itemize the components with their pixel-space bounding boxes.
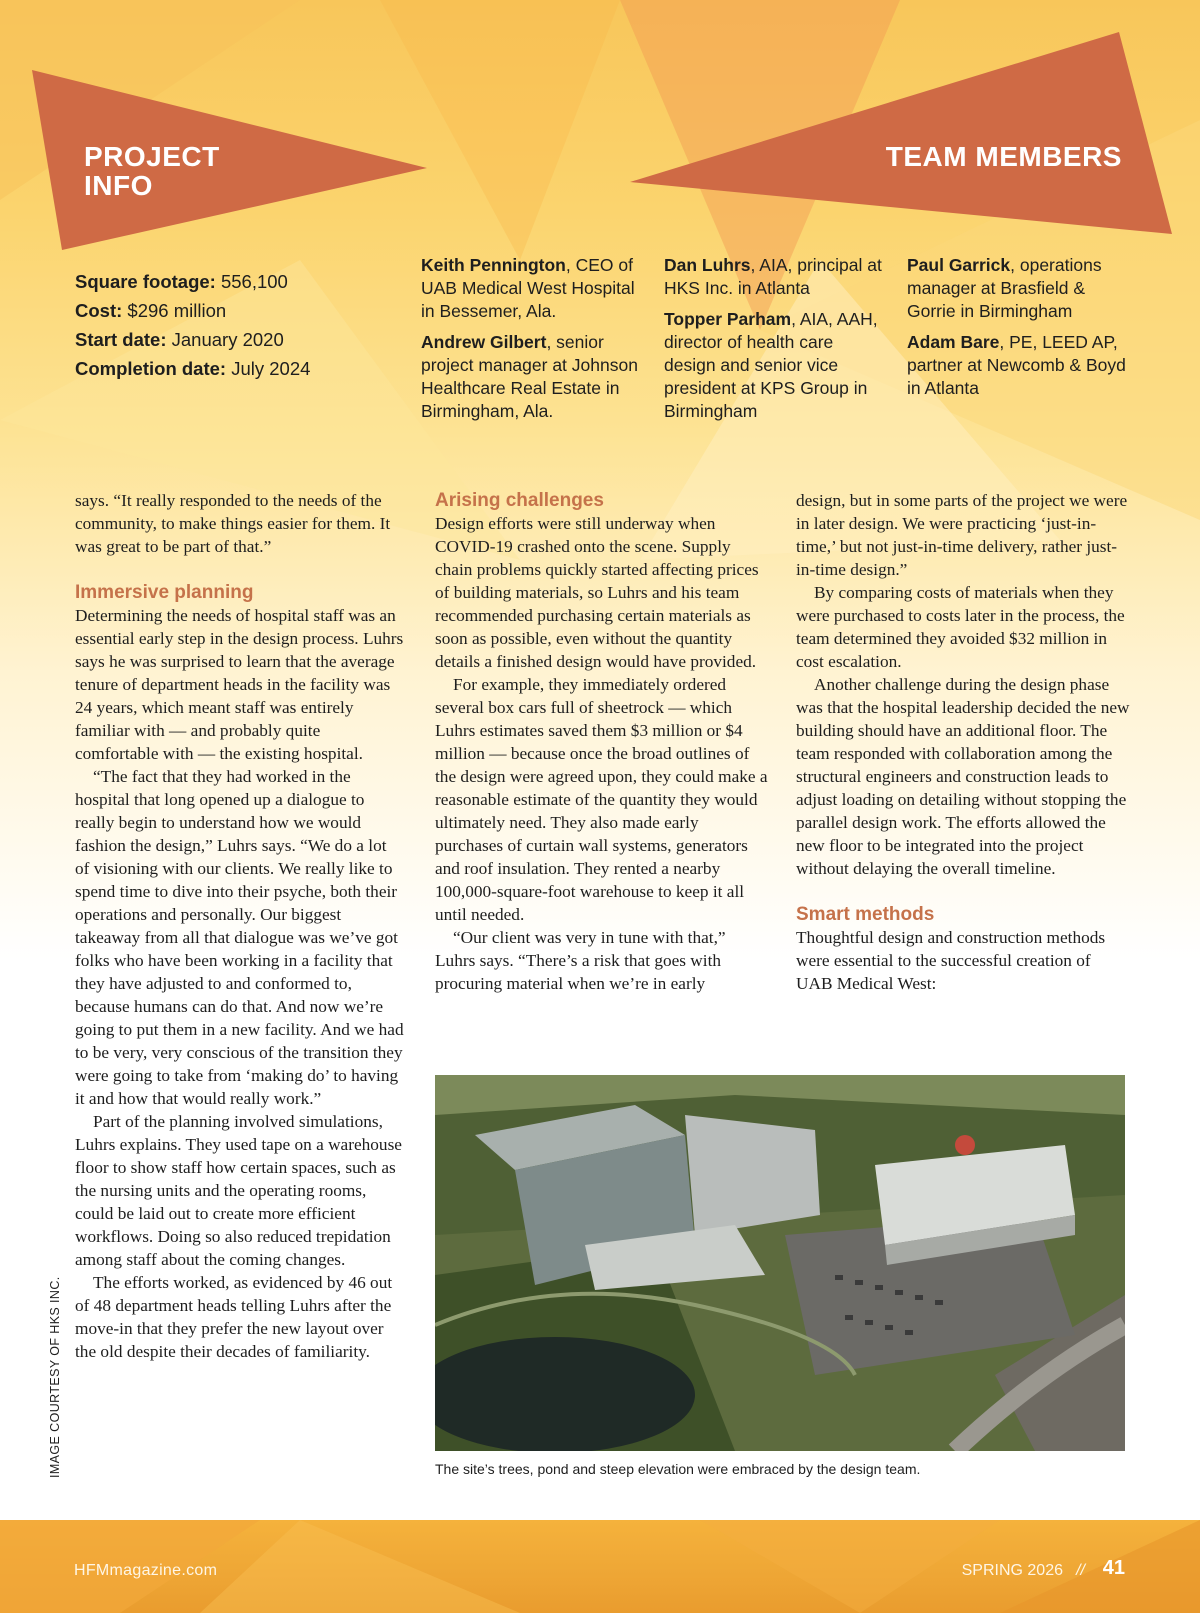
section-heading: Arising challenges: [435, 490, 604, 511]
project-info-title: PROJECT INFO: [84, 141, 220, 201]
paragraph: For example, they immediately ordered several box cars full of sheetrock — which Luhrs estimates saved them $3 million or $4 million — because once the broad outlines of the design were agreed upon, they could make a reasonable estimate of the quantity they would ultimately need. They also made early purchases of curtain wall systems, generators and roof insulation. They rented a nearby 100,000-square-foot warehouse to keep it all until needed.: [435, 675, 768, 924]
article-column-2: [435, 489, 770, 995]
team-column-1: [421, 254, 651, 431]
photo-caption: The site’s trees, pond and steep elevation were embraced by the design team.: [435, 1461, 921, 1477]
paragraph: Determining the needs of hospital staff was an essential early step in the design process. Luhrs says he was surprised to learn that the average tenure of department heads in the facility was 24 years, which meant staff was entirely familiar with — and probably quite comfortable with — the existing hospital.: [75, 606, 404, 763]
paragraph: Thoughtful design and construction methods were essential to the successful creation of UAB Medical West:: [796, 928, 1106, 993]
paragraph: The efforts worked, as evidenced by 46 out of 48 department heads telling Luhrs after the move-in that they prefer the new layout over the old despite their decades of familiarity.: [75, 1273, 393, 1361]
page-number: 41: [1102, 1557, 1125, 1579]
project-info-item: Start date: January 2020: [75, 329, 284, 350]
page-footer: [0, 1520, 1200, 1613]
project-info-list: [75, 267, 310, 383]
section-heading: Smart methods: [796, 904, 935, 925]
article-column-1: [75, 489, 405, 1363]
team-members-pennant: [630, 32, 1172, 234]
project-info-item: Completion date: July 2024: [75, 358, 311, 379]
aerial-hospital-photo: [435, 1075, 1125, 1451]
paragraph: says. “It really responded to the needs of the community, to make things easier for them. It was great to be part of that.”: [75, 491, 391, 556]
section-heading: Immersive planning: [75, 582, 254, 603]
paragraph: By comparing costs of materials when they were purchased to costs later in the process, the team determined they avoided $32 million in cost escalation.: [796, 583, 1125, 671]
team-member: Andrew Gilbert, senior project manager at Johnson Healthcare Real Estate in Birmingham, Ala.: [421, 332, 638, 421]
paragraph: Design efforts were still underway when COVID-19 crashed onto the scene. Supply chain problems quickly started affecting prices of building materials, so Luhrs and his team recommended purchasing certain materials as soon as possible, even without the quantity details a finished design would have provided.: [435, 514, 759, 671]
project-info-item: Cost: $296 million: [75, 300, 227, 321]
team-member: Topper Parham, AIA, AAH, director of health care design and senior vice president at KPS Group in Birmingham: [664, 309, 878, 421]
footer-issue: SPRING 2026: [961, 1562, 1063, 1579]
team-members-title: TEAM MEMBERS: [885, 141, 1122, 172]
paragraph: “The fact that they had worked in the hospital that long opened up a dialogue to really begin to understand how we would fashion the design,” Luhrs says. “We do a lot of visioning with our clients. We really like to spend time to dive into their psyche, both their operations and personally. Our biggest takeaway from all that dialogue was we’ve got folks who have been working in a facility that they have adjusted to and conformed to, because humans can do that. And now we’re going to put them in a new facility. And we had to be very, very conscious of the transition they were going to take from ‘making do’ to having it and how that would really work.”: [75, 767, 404, 1108]
team-member: Paul Garrick, operations manager at Brasfield & Gorrie in Birmingham: [907, 255, 1102, 321]
footer-site-link[interactable]: HFMmagazine.com: [74, 1562, 218, 1579]
paragraph: Another challenge during the design phase was that the hospital leadership decided the new building should have an additional floor. The team responded with collaboration among the structural engineers and construction leads to adjust loading on detailing without stopping the parallel design work. The efforts allowed the new floor to be integrated into the project without delaying the overall timeline.: [796, 675, 1130, 878]
photo-credit: IMAGE COURTESY OF HKS INC.: [48, 1276, 62, 1478]
paragraph: “Our client was very in tune with that,” Luhrs says. “There’s a risk that goes with procuring material when we’re in early: [435, 928, 726, 993]
team-member: Keith Pennington, CEO of UAB Medical West Hospital in Bessemer, Ala.: [421, 255, 635, 321]
paragraph: Part of the planning involved simulations, Luhrs explains. They used tape on a warehouse floor to show staff how certain spaces, such as the nursing units and the operating rooms, could be laid out to create more efficient workflows. Doing so also reduced trepidation among staff about the coming changes.: [75, 1112, 402, 1269]
team-member: Dan Luhrs, AIA, principal at HKS Inc. in Atlanta: [664, 255, 882, 298]
team-member: Adam Bare, PE, LEED AP, partner at Newcomb & Boyd in Atlanta: [907, 332, 1126, 398]
article-column-3: [796, 489, 1131, 995]
paragraph: design, but in some parts of the project we were in later design. We were practicing ‘just-in-time,’ but not just-in-time delivery, rather just-in-time design.”: [796, 491, 1128, 579]
header-pennants: [0, 0, 1200, 260]
team-column-3: [907, 254, 1132, 408]
footer-separator: //: [1076, 1562, 1085, 1579]
project-info-item: Square footage: 556,100: [75, 271, 288, 292]
team-column-2: [664, 254, 889, 431]
